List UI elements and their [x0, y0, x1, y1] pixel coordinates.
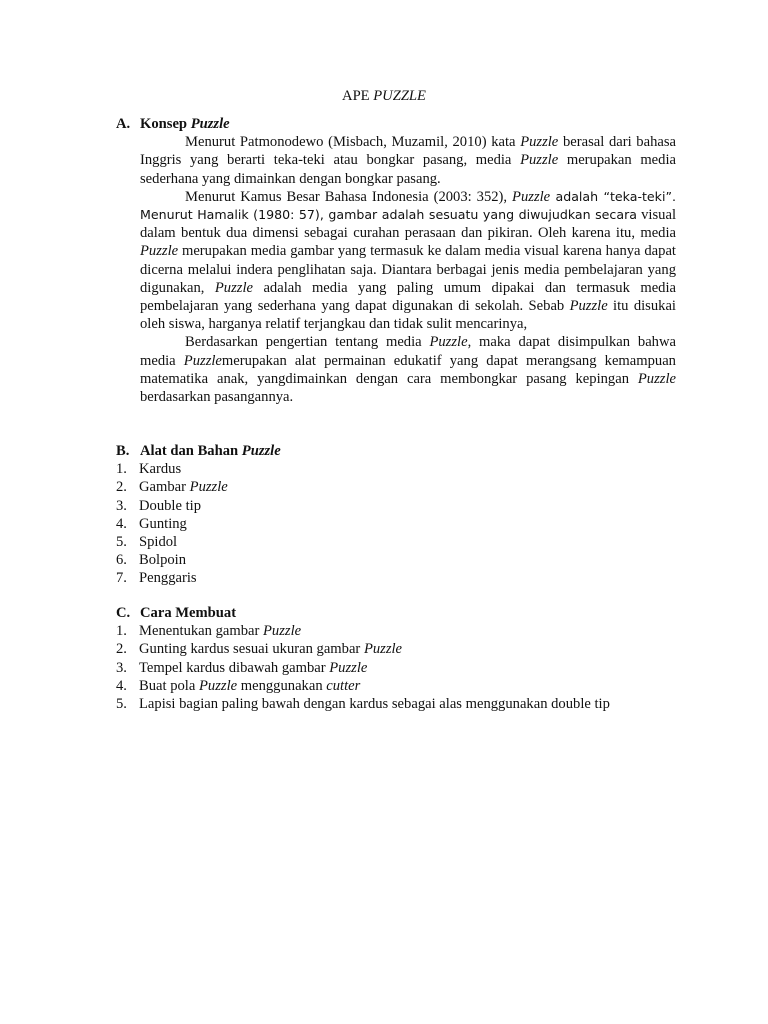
list-item: 5. Lapisi bagian paling bawah dengan kardus sebagai alas menggunakan double tip — [116, 696, 610, 713]
list-item: 4. Gunting — [116, 515, 187, 532]
list-item: 3. Tempel kardus dibawah gambar Puzzle — [116, 659, 368, 676]
page-title: APE PUZZLE — [342, 88, 426, 104]
section-konsep — [116, 115, 676, 406]
section-heading: A. Konsep Puzzle — [116, 116, 230, 132]
paragraph: Menurut Patmonodewo (Misbach, Muzamil, 2010) kata Puzzle berasal dari bahasa Inggris yang berarti teka-teki atau bongkar pasang, media Puzzle merupakan media sederhana yang dimainkan dengan bongkar pasang. — [140, 134, 676, 187]
list-item: 5. Spidol — [116, 534, 178, 551]
section-cara-membuat — [116, 604, 676, 713]
list-item: 1. Kardus — [116, 461, 182, 478]
list-item: 1. Menentukan gambar Puzzle — [116, 623, 302, 640]
materials-list — [116, 460, 652, 587]
list-item: 7. Penggaris — [116, 570, 197, 587]
list-item: 3. Double tip — [116, 497, 202, 514]
section-heading: B. Alat dan Bahan Puzzle — [116, 443, 281, 459]
section-body — [140, 133, 676, 406]
list-item: 4. Buat pola Puzzle menggunakan cutter — [116, 677, 361, 694]
section-heading: C. Cara Membuat — [116, 605, 237, 621]
list-item: 2. Gunting kardus sesuai ukuran gambar Puzzle — [116, 641, 403, 658]
steps-list — [116, 622, 652, 713]
paragraph: Menurut Kamus Besar Bahasa Indonesia (2003: 352), Puzzle adalah “teka-teki”. Menurut Hamalik (1980: 57), gambar adalah sesuatu yang diwujudkan secara visual dalam bentuk dua dimensi sebagai curahan perasaan dan pikiran. Oleh karena itu, media Puzzle merupakan media gambar yang termasuk ke dalam media visual karena hanya dapat dicerna melalui indera penglihatan saja. Diantara berbagai jenis media pembelajaran yang digunakan, Puzzle adalah media yang paling umum dipakai dan termasuk media pembelajaran yang sederhana yang dapat digunakan di sekolah. Sebab Puzzle itu disukai oleh siswa, harganya relatif terjangkau dan tidak sulit mencarinya, — [140, 188, 676, 333]
section-alat-bahan — [116, 442, 676, 588]
paragraph: Berdasarkan pengertian tentang media Puzzle, maka dapat disimpulkan bahwa media Puzzlemerupakan alat permainan edukatif yang dapat merangsang kemampuan matematika anak, yangdimainkan dengan cara membongkar pasang kepingan Puzzle berdasarkan pasangannya. — [140, 334, 676, 406]
list-item: 6. Bolpoin — [116, 552, 187, 569]
list-item: 2. Gambar Puzzle — [116, 479, 228, 496]
